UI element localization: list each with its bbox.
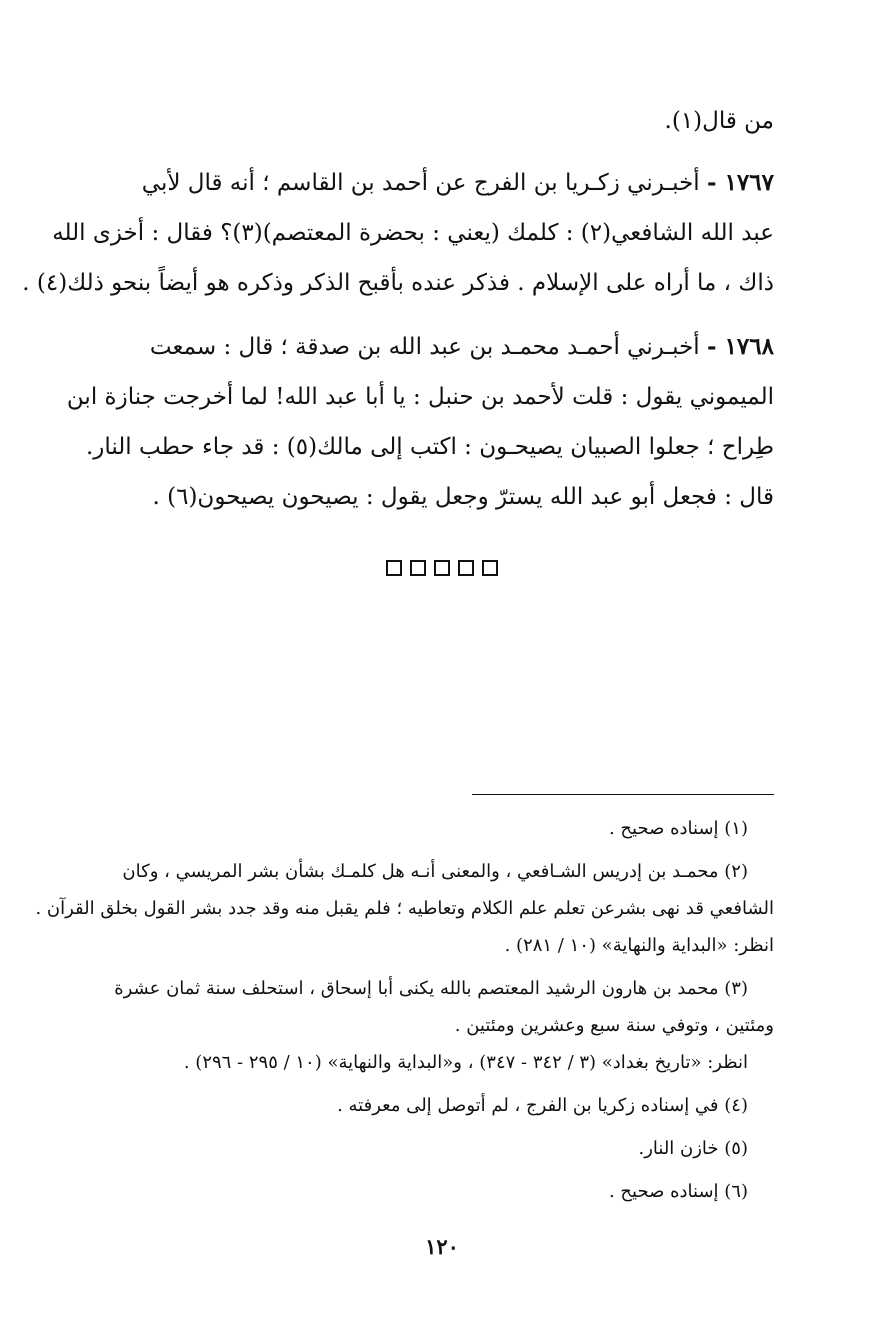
footnote-2-line-1: (٢) محمـد بن إدريس الشـافعي ، والمعنى أنـه هل كلمـك بشأن بشر المريسي ، وكان	[122, 861, 748, 882]
footnote-4	[104, 1087, 774, 1124]
entry-1768-line-3: طِراح ؛ جعلوا الصبيان يصيحـون : اكتب إلى مالك(٥) : قد جاء حطب النار.	[85, 434, 774, 460]
entry-1767-line-1	[104, 158, 774, 208]
hadith-entry-1768	[66, 322, 774, 522]
footnote-5	[104, 1130, 774, 1167]
hadith-number-1768: ١٧٦٨ -	[707, 333, 774, 360]
entry-1767-line-1-text: أخبـرني زكـريا بن الفرج عن أحمد بن القاسم ؛ أنه قال لأبي	[141, 170, 700, 196]
footnote-separator	[472, 794, 774, 795]
section-divider-ornament	[0, 560, 884, 580]
entry-1768-line-4: قال : فجعل أبو عبد الله يسترّ وجعل يقول : يصيحون يصيحون(٦) .	[152, 484, 774, 510]
ornament-square-icon	[458, 560, 474, 576]
entry-1768-line-1-text: أخبـرني أحمـد محمـد بن عبد الله بن صدقة ؛ قال : سمعت	[149, 334, 700, 360]
hadith-number-1767: ١٧٦٧ -	[707, 169, 774, 196]
intro-line: من قال(١).	[664, 108, 774, 134]
footnote-2	[35, 853, 774, 964]
footnotes	[35, 810, 774, 1216]
footnote-2-line-3: انظر: «البداية والنهاية» (١٠ / ٢٨١) .	[504, 935, 774, 956]
footnote-3	[104, 970, 774, 1081]
intro-text	[104, 96, 774, 146]
footnote-3-line-1: (٣) محمد بن هارون الرشيد المعتصم بالله يكنى أبا إسحاق ، استحلف سنة ثمان عشرة	[114, 978, 748, 999]
footnote-1-text: (١) إسناده صحيح .	[608, 818, 748, 839]
ornament-square-icon	[434, 560, 450, 576]
footnote-4-text: (٤) في إسناده زكريا بن الفرج ، لم أتوصل إلى معرفته .	[337, 1095, 748, 1116]
page-number: ١٢٠	[425, 1234, 459, 1259]
entry-1768-line-2: الميموني يقول : قلت لأحمد بن حنبل : يا أبا عبد الله! لما أخرجت جنازة ابن	[66, 384, 774, 410]
footnote-1	[104, 810, 774, 847]
footnote-5-text: (٥) خازن النار.	[638, 1138, 748, 1159]
ornament-square-icon	[410, 560, 426, 576]
entry-1768-line-1	[104, 322, 774, 372]
entry-1767-line-3: ذاك ، ما أراه على الإسلام . فذكر عنده بأقبح الذكر وذكره هو أيضاً بنحو ذلك(٤) .	[22, 270, 774, 296]
footnote-6-text: (٦) إسناده صحيح .	[608, 1181, 748, 1202]
ornament-square-icon	[482, 560, 498, 576]
hadith-entry-1767	[22, 158, 774, 308]
footnote-3-line-2: ومئتين ، وتوفي سنة سبع وعشرين ومئتين .	[454, 1015, 774, 1036]
footnote-6	[104, 1173, 774, 1210]
footnote-2-line-2: الشافعي قد نهى بشرعن تعلم علم الكلام وتعاطيه ؛ فلم يقبل منه وقد جدد بشر القول بخلق القرآن .	[35, 898, 774, 919]
footnote-3-line-3: انظر: «تاريخ بغداد» (٣ / ٣٤٢ - ٣٤٧) ، و«البداية والنهاية» (١٠ / ٢٩٥ - ٢٩٦) .	[183, 1052, 748, 1073]
entry-1767-line-2: عبد الله الشافعي(٢) : كلمك (يعني : بحضرة المعتصم)(٣)؟ فقال : أخزى الله	[52, 220, 774, 246]
ornament-square-icon	[386, 560, 402, 576]
